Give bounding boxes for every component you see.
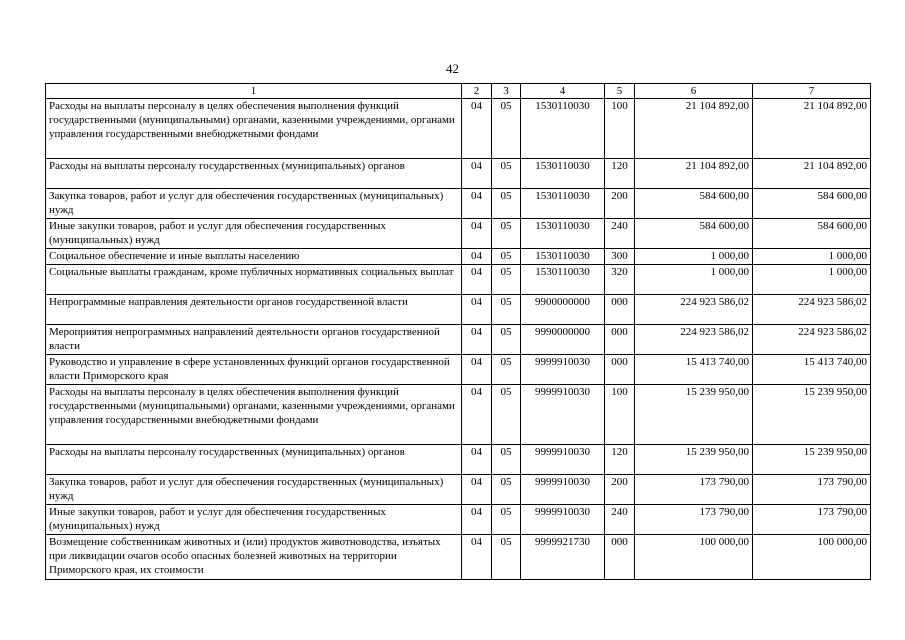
section-code: 04 — [462, 159, 492, 189]
row-description: Расходы на выплаты персоналу в целях обеспечения выполнения функций государственными (муниципальными) органами, казенными учреждениями, органами управления государственными внебюджетными фондами — [46, 99, 462, 159]
subsection-code: 05 — [492, 475, 521, 505]
page-number: 42 — [446, 61, 459, 76]
target-article-code: 9990000000 — [521, 325, 605, 355]
amount-year-2: 173 790,00 — [753, 505, 871, 535]
amount-year-2: 21 104 892,00 — [753, 99, 871, 159]
expense-type-code: 200 — [605, 475, 635, 505]
subsection-code: 05 — [492, 505, 521, 535]
amount-year-2: 15 413 740,00 — [753, 355, 871, 385]
column-header: 2 — [462, 84, 492, 99]
section-code: 04 — [462, 219, 492, 249]
table-row — [46, 265, 871, 295]
expense-type-code: 100 — [605, 385, 635, 445]
section-code: 04 — [462, 445, 492, 475]
table-row — [46, 505, 871, 535]
amount-year-1: 173 790,00 — [635, 475, 753, 505]
table-row — [46, 385, 871, 445]
amount-year-2: 15 239 950,00 — [753, 385, 871, 445]
subsection-code: 05 — [492, 295, 521, 325]
amount-year-2: 1 000,00 — [753, 265, 871, 295]
budget-table — [45, 83, 871, 580]
expense-type-code: 300 — [605, 249, 635, 265]
row-description: Руководство и управление в сфере установленных функций органов государственной власти Приморского края — [46, 355, 462, 385]
column-header: 7 — [753, 84, 871, 99]
subsection-code: 05 — [492, 189, 521, 219]
amount-year-2: 15 239 950,00 — [753, 445, 871, 475]
subsection-code: 05 — [492, 159, 521, 189]
expense-type-code: 240 — [605, 219, 635, 249]
expense-type-code: 000 — [605, 325, 635, 355]
row-description: Социальное обеспечение и иные выплаты населению — [46, 249, 462, 265]
row-description: Мероприятия непрограммных направлений деятельности органов государственной власти — [46, 325, 462, 355]
section-code: 04 — [462, 99, 492, 159]
amount-year-1: 15 413 740,00 — [635, 355, 753, 385]
table-row — [46, 295, 871, 325]
target-article-code: 1530110030 — [521, 159, 605, 189]
section-code: 04 — [462, 385, 492, 445]
row-description: Закупка товаров, работ и услуг для обеспечения государственных (муниципальных) нужд — [46, 475, 462, 505]
row-description: Непрограммные направления деятельности органов государственной власти — [46, 295, 462, 325]
section-code: 04 — [462, 355, 492, 385]
expense-type-code: 120 — [605, 159, 635, 189]
table-row — [46, 535, 871, 580]
target-article-code: 1530110030 — [521, 265, 605, 295]
target-article-code: 9900000000 — [521, 295, 605, 325]
subsection-code: 05 — [492, 249, 521, 265]
section-code: 04 — [462, 295, 492, 325]
amount-year-1: 15 239 950,00 — [635, 385, 753, 445]
table-row — [46, 355, 871, 385]
table-row — [46, 99, 871, 159]
column-header: 1 — [46, 84, 462, 99]
target-article-code: 1530110030 — [521, 219, 605, 249]
amount-year-1: 1 000,00 — [635, 249, 753, 265]
amount-year-1: 584 600,00 — [635, 189, 753, 219]
target-article-code: 9999910030 — [521, 475, 605, 505]
target-article-code: 1530110030 — [521, 189, 605, 219]
expense-type-code: 200 — [605, 189, 635, 219]
header-row — [46, 84, 871, 99]
section-code: 04 — [462, 249, 492, 265]
row-description: Расходы на выплаты персоналу государственных (муниципальных) органов — [46, 445, 462, 475]
section-code: 04 — [462, 325, 492, 355]
subsection-code: 05 — [492, 445, 521, 475]
row-description: Иные закупки товаров, работ и услуг для обеспечения государственных (муниципальных) нужд — [46, 219, 462, 249]
expense-type-code: 000 — [605, 535, 635, 580]
section-code: 04 — [462, 475, 492, 505]
subsection-code: 05 — [492, 385, 521, 445]
expense-type-code: 240 — [605, 505, 635, 535]
section-code: 04 — [462, 505, 492, 535]
row-description: Расходы на выплаты персоналу в целях обеспечения выполнения функций государственными (муниципальными) органами, казенными учреждениями, органами управления государственными внебюджетными фондами — [46, 385, 462, 445]
amount-year-2: 100 000,00 — [753, 535, 871, 580]
table-row — [46, 475, 871, 505]
target-article-code: 9999921730 — [521, 535, 605, 580]
amount-year-1: 21 104 892,00 — [635, 159, 753, 189]
subsection-code: 05 — [492, 99, 521, 159]
target-article-code: 1530110030 — [521, 99, 605, 159]
amount-year-1: 100 000,00 — [635, 535, 753, 580]
table-row — [46, 159, 871, 189]
column-header: 5 — [605, 84, 635, 99]
amount-year-2: 1 000,00 — [753, 249, 871, 265]
row-description: Закупка товаров, работ и услуг для обеспечения государственных (муниципальных) нужд — [46, 189, 462, 219]
expense-type-code: 100 — [605, 99, 635, 159]
amount-year-2: 584 600,00 — [753, 219, 871, 249]
amount-year-2: 224 923 586,02 — [753, 325, 871, 355]
table-row — [46, 219, 871, 249]
amount-year-1: 1 000,00 — [635, 265, 753, 295]
expense-type-code: 320 — [605, 265, 635, 295]
target-article-code: 9999910030 — [521, 505, 605, 535]
subsection-code: 05 — [492, 219, 521, 249]
target-article-code: 9999910030 — [521, 445, 605, 475]
table-row — [46, 249, 871, 265]
row-description: Иные закупки товаров, работ и услуг для обеспечения государственных (муниципальных) нужд — [46, 505, 462, 535]
expense-type-code: 000 — [605, 355, 635, 385]
table-row — [46, 189, 871, 219]
amount-year-2: 21 104 892,00 — [753, 159, 871, 189]
amount-year-1: 15 239 950,00 — [635, 445, 753, 475]
subsection-code: 05 — [492, 535, 521, 580]
amount-year-1: 173 790,00 — [635, 505, 753, 535]
subsection-code: 05 — [492, 325, 521, 355]
amount-year-1: 224 923 586,02 — [635, 325, 753, 355]
section-code: 04 — [462, 265, 492, 295]
column-header: 4 — [521, 84, 605, 99]
expense-type-code: 000 — [605, 295, 635, 325]
target-article-code: 9999910030 — [521, 385, 605, 445]
amount-year-2: 584 600,00 — [753, 189, 871, 219]
row-description: Расходы на выплаты персоналу государственных (муниципальных) органов — [46, 159, 462, 189]
target-article-code: 1530110030 — [521, 249, 605, 265]
section-code: 04 — [462, 189, 492, 219]
amount-year-2: 173 790,00 — [753, 475, 871, 505]
target-article-code: 9999910030 — [521, 355, 605, 385]
row-description: Возмещение собственникам животных и (или) продуктов животноводства, изъятых при ликвидации очагов особо опасных болезней животных на территории Приморского края, их стоимости — [46, 535, 462, 580]
subsection-code: 05 — [492, 355, 521, 385]
column-header: 6 — [635, 84, 753, 99]
expense-type-code: 120 — [605, 445, 635, 475]
table-row — [46, 445, 871, 475]
table-row — [46, 325, 871, 355]
subsection-code: 05 — [492, 265, 521, 295]
amount-year-1: 584 600,00 — [635, 219, 753, 249]
amount-year-1: 21 104 892,00 — [635, 99, 753, 159]
row-description: Социальные выплаты гражданам, кроме публичных нормативных социальных выплат — [46, 265, 462, 295]
amount-year-2: 224 923 586,02 — [753, 295, 871, 325]
section-code: 04 — [462, 535, 492, 580]
column-header: 3 — [492, 84, 521, 99]
amount-year-1: 224 923 586,02 — [635, 295, 753, 325]
